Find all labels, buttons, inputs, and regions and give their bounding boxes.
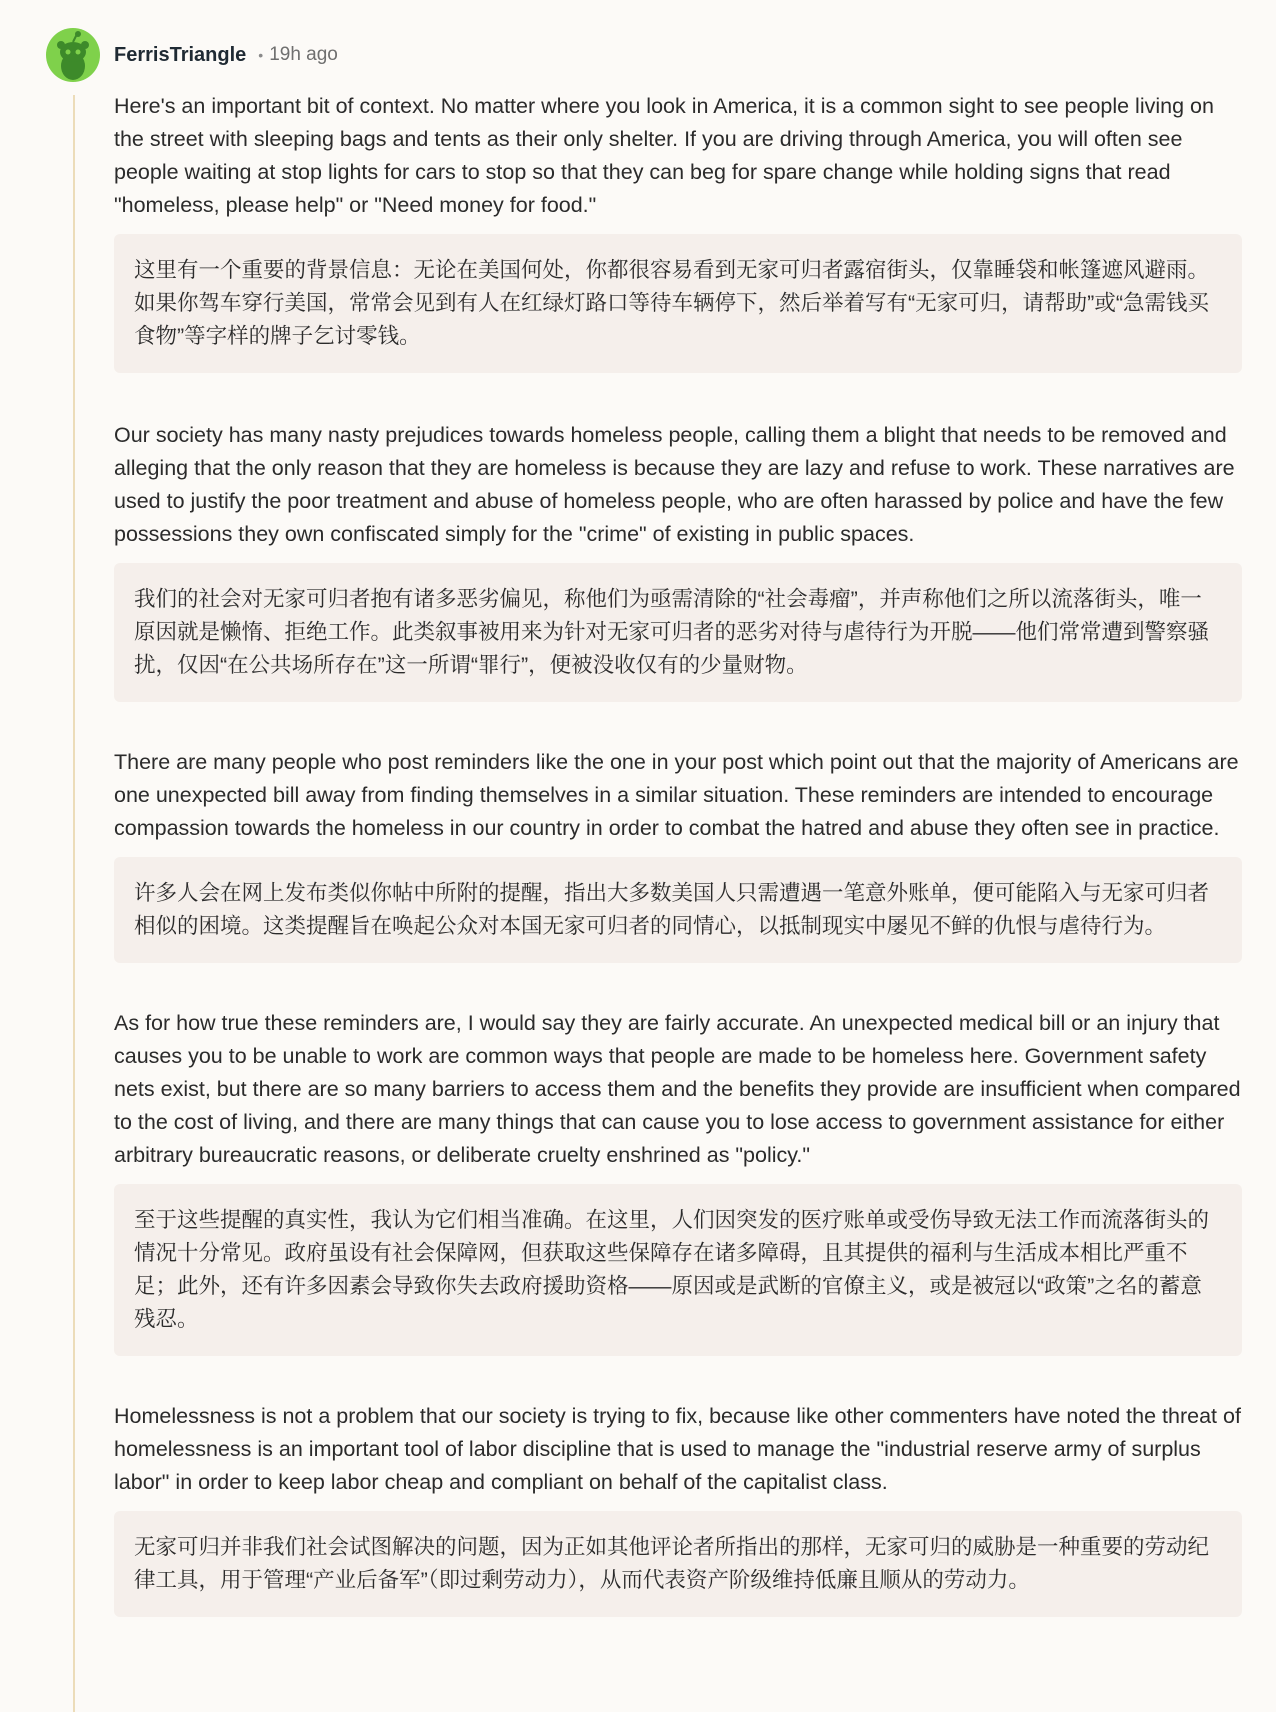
comment-body	[114, 90, 1242, 1661]
paragraph-block	[114, 1007, 1242, 1356]
english-paragraph: Homelessness is not a problem that our society is trying to fix, because like other commenters have noted the threat of homelessness is an important tool of labor discipline that is used to manage the "industrial reserve army of surplus labor" in order to keep labor cheap and compliant on behalf of the capitalist class.	[114, 1404, 1241, 1494]
comment-header	[46, 28, 338, 82]
english-paragraph: There are many people who post reminders like the one in your post which point out that the majority of Americans are one unexpected bill away from finding themselves in a similar situation. These reminders are intended to encourage compassion towards the homeless in our country in order to combat the hatred and abuse they often see in practice.	[114, 750, 1239, 840]
english-paragraph: As for how true these reminders are, I would say they are fairly accurate. An unexpected medical bill or an injury that causes you to be unable to work are common ways that people are made to be homeless here. Government safety nets exist, but there are so many barriers to access them and the benefits they provide are insufficient when compared to the cost of living, and there are many things that can cause you to lose access to government assistance for either arbitrary bureaucratic reasons, or deliberate cruelty enshrined as "policy."	[114, 1011, 1241, 1167]
chinese-translation-quote: 至于这些提醒的真实性，我认为它们相当准确。在这里，人们因突发的医疗账单或受伤导致无法工作而流落街头的情况十分常见。政府虽设有社会保障网，但获取这些保障存在诸多障碍，且其提供的福利与生活成本相比严重不足；此外，还有许多因素会导致你失去政府援助资格——原因或是武断的官僚主义，或是被冠以“政策”之名的蓄意残忍。	[114, 1184, 1242, 1356]
paragraph-block	[114, 746, 1242, 963]
separator-dot: •	[258, 47, 264, 63]
english-paragraph: Our society has many nasty prejudices towards homeless people, calling them a blight that needs to be removed and alleging that the only reason that they are homeless is because they are lazy and refuse to work. These narratives are used to justify the poor treatment and abuse of homeless people, who are often harassed by police and have the few possessions they own confiscated simply for the "crime" of existing in public spaces.	[114, 423, 1235, 546]
thread-line[interactable]	[73, 95, 75, 1712]
chinese-translation-quote: 我们的社会对无家可归者抱有诸多恶劣偏见，称他们为亟需清除的“社会毒瘤”，并声称他们之所以流落街头，唯一原因就是懒惰、拒绝工作。此类叙事被用来为针对无家可归者的恶劣对待与虐待行为开脱——他们常常遭到警察骚扰，仅因“在公共场所存在”这一所谓“罪行”，便被没收仅有的少量财物。	[114, 563, 1242, 702]
english-paragraph: Here's an important bit of context. No matter where you look in America, it is a common sight to see people living on the street with sleeping bags and tents as their only shelter. If you are driving through America, you will often see people waiting at stop lights for cars to stop so that they can beg for spare change while holding signs that read "homeless, please help" or "Need money for food."	[114, 94, 1214, 217]
chinese-translation-quote: 许多人会在网上发布类似你帖中所附的提醒，指出大多数美国人只需遭遇一笔意外账单，便可能陷入与无家可归者相似的困境。这类提醒旨在唤起公众对本国无家可归者的同情心，以抵制现实中屡见不鲜的仇恨与虐待行为。	[114, 857, 1242, 963]
user-avatar-icon[interactable]	[46, 28, 100, 82]
paragraph-block	[114, 90, 1242, 373]
chinese-translation-quote: 无家可归并非我们社会试图解决的问题，因为正如其他评论者所指出的那样，无家可归的威胁是一种重要的劳动纪律工具，用于管理“产业后备军”（即过剩劳动力），从而代表资产阶级维持低廉且顺从的劳动力。	[114, 1511, 1242, 1617]
paragraph-block	[114, 1400, 1242, 1617]
timestamp[interactable]: 19h ago	[269, 44, 338, 65]
chinese-translation-quote: 这里有一个重要的背景信息：无论在美国何处，你都很容易看到无家可归者露宿街头，仅靠睡袋和帐篷遮风避雨。如果你驾车穿行美国，常常会见到有人在红绿灯路口等待车辆停下，然后举着写有“无家可归，请帮助”或“急需钱买食物”等字样的牌子乞讨零钱。	[114, 234, 1242, 373]
paragraph-block	[114, 419, 1242, 702]
username-link[interactable]: FerrisTriangle	[114, 43, 247, 66]
